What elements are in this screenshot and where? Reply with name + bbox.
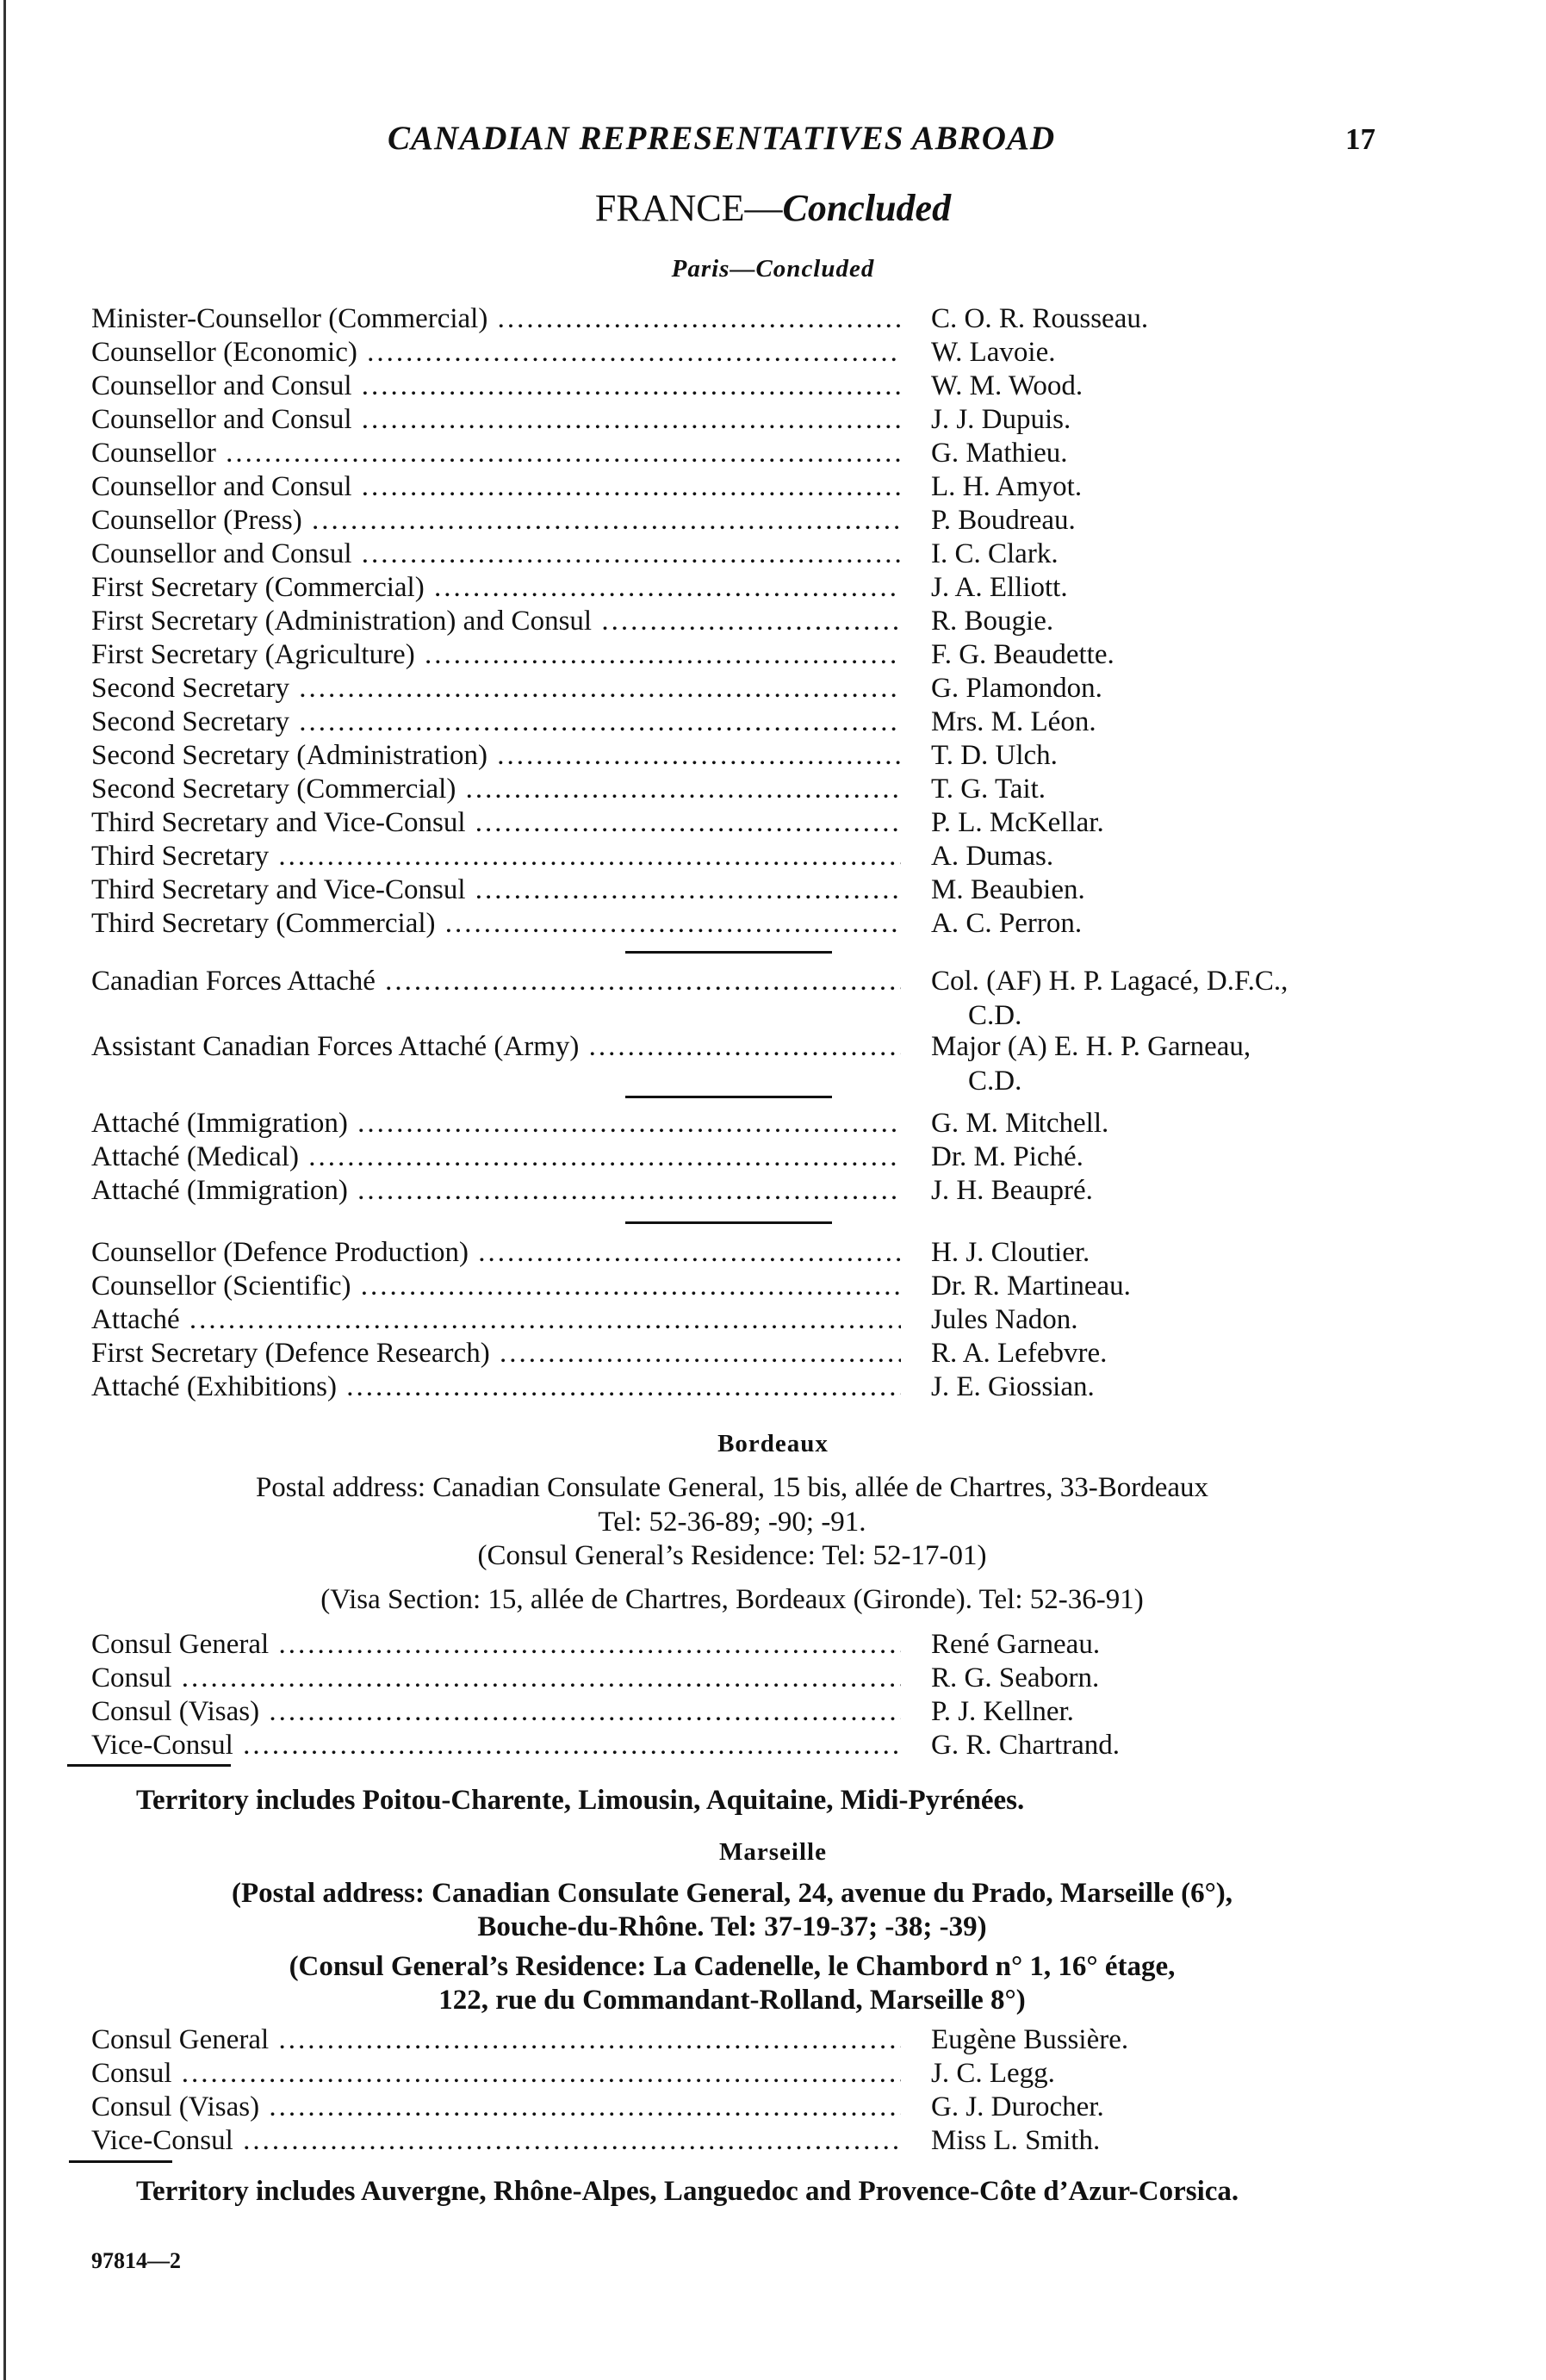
staff-name: P. L. McKellar.: [931, 807, 1104, 838]
printer-code: 97814—2: [91, 2248, 181, 2273]
staff-title: First Secretary (Agriculture) .....: [91, 637, 901, 672]
staff-name: René Garneau.: [931, 1629, 1101, 1660]
staff-row: [91, 469, 1435, 504]
bordeaux-residence: (Consul General’s Residence: Tel: 52-17-01): [477, 1540, 987, 1571]
staff-row: [91, 301, 1435, 336]
staff-title: Consul General .....: [91, 2023, 901, 2057]
marseille-address: (Postal address: Canadian Consulate General, 24, avenue du Prado, Marseille (6°),: [231, 1878, 1233, 1909]
staff-row: [91, 335, 1435, 370]
staff-title: Third Secretary (Commercial) .....: [91, 906, 901, 941]
bordeaux-territory: Territory includes Poitou-Charente, Limousin, Aquitaine, Midi-Pyrénées.: [136, 1785, 1025, 1816]
staff-name: H. J. Cloutier.: [931, 1237, 1090, 1268]
staff-name: Miss L. Smith.: [931, 2125, 1101, 2156]
staff-title: Counsellor and Consul .....: [91, 537, 901, 571]
staff-name: Eugène Bussière.: [931, 2024, 1129, 2055]
staff-title: Minister-Counsellor (Commercial) .....: [91, 301, 901, 336]
marseille-address-cont: Bouche-du-Rhône. Tel: 37-19-37; -38; -39): [477, 1911, 987, 1942]
staff-name: J. E. Giossian.: [931, 1371, 1095, 1402]
staff-name: Dr. M. Piché.: [931, 1141, 1083, 1172]
staff-row: [91, 1173, 1435, 1208]
bordeaux-phone: Tel: 52-36-89; -90; -91.: [598, 1507, 866, 1538]
staff-title: Consul (Visas) .....: [91, 2090, 901, 2124]
staff-title: Consul .....: [91, 2056, 901, 2091]
staff-name: G. R. Chartrand.: [931, 1730, 1121, 1761]
staff-row: [91, 604, 1435, 638]
staff-title: Attaché (Immigration) .....: [91, 1173, 901, 1208]
staff-name: Jules Nadon.: [931, 1304, 1078, 1335]
staff-row: [91, 1661, 1435, 1695]
staff-title: Attaché (Medical) .....: [91, 1140, 901, 1174]
staff-name: C. O. R. Rousseau.: [931, 303, 1149, 334]
staff-name: A. C. Perron.: [931, 908, 1083, 939]
bordeaux-visa-section: (Visa Section: 15, allée de Chartres, Bordeaux (Gironde). Tel: 52-36-91): [320, 1584, 1144, 1615]
staff-title: Counsellor (Defence Production) .....: [91, 1235, 901, 1270]
staff-name: R. A. Lefebvre.: [931, 1338, 1108, 1369]
staff-title: Assistant Canadian Forces Attaché (Army) .....: [91, 1029, 901, 1064]
staff-row: [91, 369, 1435, 403]
staff-title: Vice-Consul .....: [91, 1728, 901, 1762]
running-head: CANADIAN REPRESENTATIVES ABROAD: [388, 120, 1056, 157]
staff-row: [91, 906, 1435, 941]
staff-name: R. Bougie.: [931, 606, 1054, 637]
staff-title: Third Secretary .....: [91, 839, 901, 873]
staff-title: Attaché (Immigration) .....: [91, 1106, 901, 1140]
section-title: [0, 186, 1546, 230]
staff-name: Col. (AF) H. P. Lagacé, D.F.C.,: [931, 966, 1288, 997]
page-number: 17: [1345, 122, 1375, 156]
staff-row: [91, 805, 1435, 840]
staff-title: Consul (Visas) .....: [91, 1694, 901, 1729]
staff-title: First Secretary (Administration) and Consul .....: [91, 604, 901, 638]
section-divider: [69, 2160, 172, 2163]
staff-row: [91, 503, 1435, 538]
staff-name: Major (A) E. H. P. Garneau,: [931, 1031, 1251, 1062]
staff-name: G. Plamondon.: [931, 673, 1102, 704]
staff-row: [91, 705, 1435, 739]
staff-row: [91, 671, 1435, 705]
staff-name: G. Mathieu.: [931, 438, 1068, 469]
bordeaux-address: Postal address: Canadian Consulate General, 15 bis, allée de Chartres, 33-Bordeaux: [255, 1472, 1209, 1503]
staff-name: G. M. Mitchell.: [931, 1108, 1109, 1139]
staff-row: [91, 1627, 1435, 1662]
staff-name: Mrs. M. Léon.: [931, 706, 1096, 737]
staff-title: Counsellor and Consul .....: [91, 369, 901, 403]
staff-row: [91, 402, 1435, 437]
staff-name: G. J. Durocher.: [931, 2091, 1104, 2122]
staff-row: [91, 772, 1435, 806]
marseille-residence-cont: 122, rue du Commandant-Rolland, Marseille 8°): [438, 1985, 1026, 2016]
staff-name-continued: C.D.: [968, 1000, 1022, 1031]
section-divider: [625, 1096, 832, 1098]
staff-name: M. Beaubien.: [931, 874, 1085, 905]
staff-row: [91, 1106, 1435, 1140]
staff-name: T. G. Tait.: [931, 774, 1046, 805]
staff-title: Third Secretary and Vice-Consul .....: [91, 805, 901, 840]
staff-name-continued: C.D.: [968, 1066, 1022, 1097]
staff-row: [91, 2023, 1435, 2057]
staff-name: P. Boudreau.: [931, 505, 1076, 536]
section-divider: [67, 1764, 231, 1767]
staff-title: Counsellor (Press) .....: [91, 503, 901, 538]
staff-title: Second Secretary .....: [91, 671, 901, 705]
staff-title: First Secretary (Commercial) .....: [91, 570, 901, 605]
staff-name: R. G. Seaborn.: [931, 1662, 1100, 1693]
staff-row: [91, 873, 1435, 907]
staff-name: J. C. Legg.: [931, 2058, 1055, 2089]
staff-title: Counsellor and Consul .....: [91, 469, 901, 504]
staff-name: L. H. Amyot.: [931, 471, 1083, 502]
staff-title: Attaché .....: [91, 1302, 901, 1337]
staff-name: F. G. Beaudette.: [931, 639, 1114, 670]
staff-title: Consul .....: [91, 1661, 901, 1695]
staff-title: Second Secretary .....: [91, 705, 901, 739]
staff-row: [91, 436, 1435, 470]
staff-title: Counsellor and Consul .....: [91, 402, 901, 437]
marseille-territory: Territory includes Auvergne, Rhône-Alpes, Languedoc and Provence-Côte d’Azur-Corsica.: [136, 2176, 1239, 2207]
section-divider: [625, 1221, 832, 1224]
scan-edge: [3, 0, 6, 2380]
staff-title: Vice-Consul .....: [91, 2123, 901, 2158]
staff-name: A. Dumas.: [931, 841, 1054, 872]
staff-title: Second Secretary (Commercial) .....: [91, 772, 901, 806]
section-title-continued: Concluded: [782, 187, 952, 229]
staff-row: [91, 1728, 1435, 1762]
staff-name: W. M. Wood.: [931, 370, 1083, 401]
staff-row: [91, 1235, 1435, 1270]
staff-row: [91, 2056, 1435, 2091]
staff-row: [91, 1029, 1435, 1097]
staff-row: [91, 537, 1435, 571]
bordeaux-heading: Bordeaux: [717, 1430, 829, 1457]
marseille-heading: Marseille: [719, 1838, 827, 1866]
staff-name: T. D. Ulch.: [931, 740, 1058, 771]
staff-row: [91, 1269, 1435, 1303]
staff-title: Counsellor .....: [91, 436, 901, 470]
staff-row: [91, 1140, 1435, 1174]
staff-name: Dr. R. Martineau.: [931, 1271, 1131, 1302]
staff-name: J. A. Elliott.: [931, 572, 1068, 603]
staff-title: Counsellor (Economic) .....: [91, 335, 901, 370]
staff-title: Third Secretary and Vice-Consul .....: [91, 873, 901, 907]
staff-title: Second Secretary (Administration) .....: [91, 738, 901, 773]
staff-name: J. H. Beaupré.: [931, 1175, 1093, 1206]
staff-title: Consul General .....: [91, 1627, 901, 1662]
staff-row: [91, 2123, 1435, 2158]
marseille-residence: (Consul General’s Residence: La Cadenelle, le Chambord n° 1, 16° étage,: [289, 1951, 1176, 1982]
paris-heading: Paris—Concluded: [671, 255, 875, 283]
staff-row: [91, 839, 1435, 873]
staff-row: [91, 1370, 1435, 1404]
staff-title: First Secretary (Defence Research) .....: [91, 1336, 901, 1370]
staff-row: [91, 738, 1435, 773]
staff-title: Attaché (Exhibitions) .....: [91, 1370, 901, 1404]
staff-row: [91, 1694, 1435, 1729]
staff-name: P. J. Kellner.: [931, 1696, 1074, 1727]
staff-name: I. C. Clark.: [931, 538, 1059, 569]
staff-row: [91, 1336, 1435, 1370]
staff-row: [91, 570, 1435, 605]
section-divider: [625, 951, 832, 954]
staff-name: W. Lavoie.: [931, 337, 1056, 368]
staff-row: [91, 2090, 1435, 2124]
section-title-country: FRANCE—: [594, 187, 783, 229]
staff-row: [91, 1302, 1435, 1337]
staff-title: Counsellor (Scientific) .....: [91, 1269, 901, 1303]
staff-name: J. J. Dupuis.: [931, 404, 1071, 435]
staff-row: [91, 637, 1435, 672]
staff-title: Canadian Forces Attaché .....: [91, 964, 901, 998]
staff-row: [91, 964, 1435, 1031]
